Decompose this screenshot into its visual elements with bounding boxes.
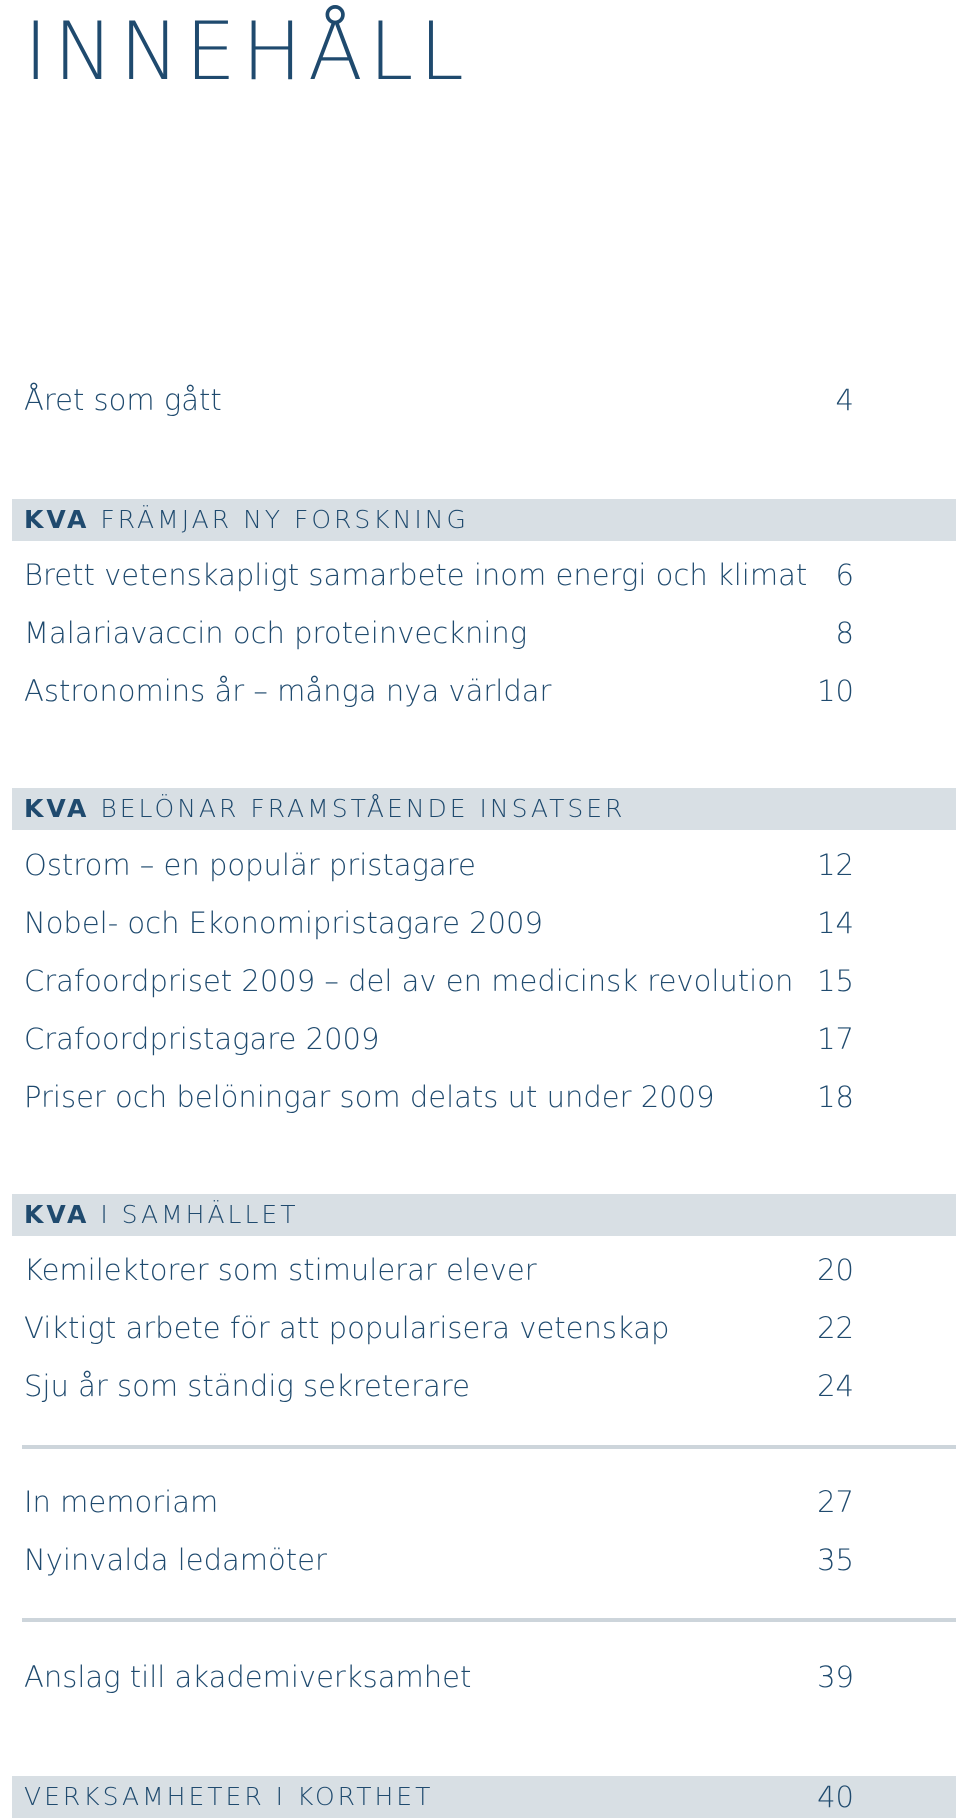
section-heading (24, 788, 625, 830)
section-heading-text: FRÄMJAR NY FORSKNING (89, 505, 469, 534)
section-heading-text: I SAMHÄLLET (89, 1200, 299, 1229)
toc-entry-label: Sju år som ständig sekreterare (24, 1369, 470, 1403)
toc-entry[interactable] (24, 604, 854, 662)
toc-entry-page: 27 (817, 1485, 854, 1519)
section-heading-prefix: KVA (24, 1200, 90, 1229)
toc-entry-label: Malariavaccin och proteinveckning (24, 616, 528, 650)
section-heading[interactable]: VERKSAMHETER I KORTHET (24, 1782, 434, 1811)
toc-entry[interactable] (24, 894, 854, 952)
toc-entry-label: Kemilektorer som stimulerar elever (24, 1253, 537, 1287)
toc-entry[interactable] (24, 1357, 854, 1415)
toc-entry-page: 17 (817, 1022, 854, 1056)
toc-entry-label: Viktigt arbete för att popularisera vetenskap (24, 1311, 670, 1345)
divider (22, 1445, 956, 1449)
toc-entry[interactable] (24, 952, 854, 1010)
section-heading (24, 1194, 298, 1236)
toc-entry[interactable] (24, 1299, 854, 1357)
toc-entry-label: Anslag till akademiverksamhet (24, 1660, 472, 1694)
toc-entry-page: 35 (817, 1543, 854, 1577)
toc-entry-page: 24 (817, 1369, 854, 1403)
section-heading (24, 499, 469, 541)
toc-entry[interactable] (24, 1010, 854, 1068)
section-heading-prefix: KVA (24, 794, 90, 823)
toc-entry-label: Brett vetenskapligt samarbete inom energi och klimat (24, 558, 808, 592)
toc-entry[interactable] (24, 1241, 854, 1299)
toc-entry-page: 14 (817, 906, 854, 940)
toc-entry[interactable] (24, 836, 854, 894)
toc-entry-label: Priser och belöningar som delats ut under 2009 (24, 1080, 715, 1114)
toc-entry-label: Crafoordpriset 2009 – del av en medicinsk revolution (24, 964, 794, 998)
toc-entry-page: 39 (817, 1660, 854, 1694)
toc-entry[interactable] (24, 371, 854, 429)
toc-entry-page: 6 (835, 558, 854, 592)
toc-entry[interactable] (24, 1068, 854, 1126)
toc-entry-page: 4 (835, 383, 854, 417)
toc-entry-page: 20 (817, 1253, 854, 1287)
toc-entry-page: 22 (817, 1311, 854, 1345)
toc-entry-label: Nyinvalda ledamöter (24, 1543, 327, 1577)
toc-entry-page: 10 (817, 674, 854, 708)
toc-entry-label: In memoriam (24, 1485, 219, 1519)
toc-entry-label: Året som gått (24, 383, 222, 417)
toc-entry-label: Crafoordpristagare 2009 (24, 1022, 380, 1056)
divider (22, 1618, 956, 1622)
toc-entry[interactable] (24, 1473, 854, 1531)
section-heading-prefix: KVA (24, 505, 90, 534)
toc-entry-label: Nobel- och Ekonomipristagare 2009 (24, 906, 543, 940)
toc-entry[interactable] (24, 546, 854, 604)
toc-entry-page: 18 (817, 1080, 854, 1114)
toc-entry-label: Ostrom – en populär pristagare (24, 848, 476, 882)
toc-entry[interactable] (24, 662, 854, 720)
page-title: INNEHÅLL (24, 5, 470, 98)
toc-entry[interactable] (24, 1531, 854, 1589)
section-heading-text: BELÖNAR FRAMSTÅENDE INSATSER (89, 794, 626, 823)
toc-entry[interactable] (24, 1648, 854, 1706)
toc-entry-label: Astronomins år – många nya världar (24, 674, 552, 708)
toc-entry-page: 15 (817, 964, 854, 998)
toc-entry-page: 40 (817, 1780, 854, 1814)
toc-entry-page: 8 (835, 616, 854, 650)
toc-entry-page: 12 (817, 848, 854, 882)
